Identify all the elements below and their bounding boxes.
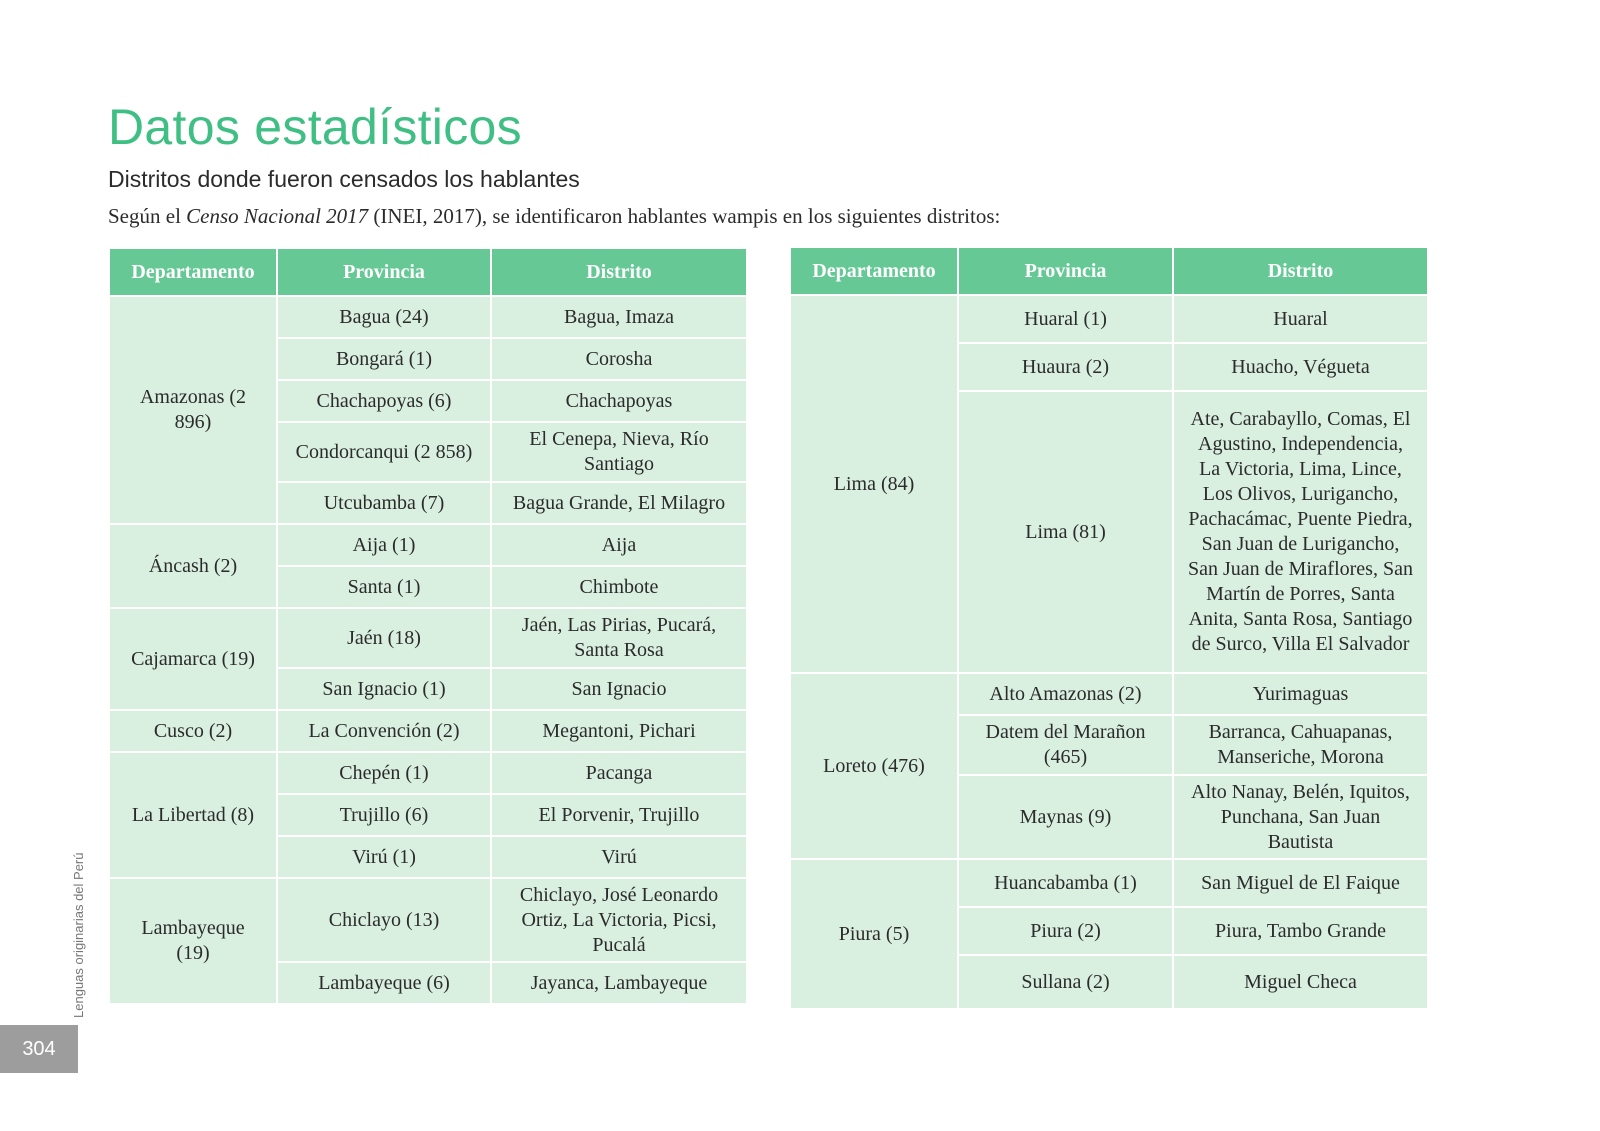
table-row	[110, 297, 746, 337]
departamento-cell: Amazonas (2 896)	[110, 297, 276, 523]
table-header-row	[110, 249, 746, 295]
distrito-cell: Bagua, Imaza	[492, 297, 746, 337]
section-subtitle: Distritos donde fueron censados los hablantes	[108, 166, 580, 192]
intro-source-title: Censo Nacional 2017	[186, 204, 369, 228]
departamento-cell: Lambayeque (19)	[110, 879, 276, 1003]
table-row	[110, 711, 746, 751]
provincia-cell: Chiclayo (13)	[278, 879, 490, 961]
distrito-cell: Chimbote	[492, 567, 746, 607]
page-number: 304	[0, 1025, 78, 1073]
book-title-side-label: Lenguas originarias del Perú	[71, 852, 86, 1018]
distrito-cell: Huaral	[1174, 296, 1427, 342]
provincia-cell: Alto Amazonas (2)	[959, 674, 1172, 714]
table-row	[791, 296, 1427, 342]
header-departamento: Departamento	[110, 249, 276, 295]
provincia-cell: La Convención (2)	[278, 711, 490, 751]
distrito-cell: Virú	[492, 837, 746, 877]
table-row	[110, 525, 746, 565]
provincia-cell: Virú (1)	[278, 837, 490, 877]
distrito-cell: Megantoni, Pichari	[492, 711, 746, 751]
distrito-cell: Aija	[492, 525, 746, 565]
table-row	[791, 674, 1427, 714]
departamento-cell: Cajamarca (19)	[110, 609, 276, 709]
table-header-row	[791, 248, 1427, 294]
distrito-cell: Ate, Carabayllo, Comas, El Agustino, Independencia, La Victoria, Lima, Lince, Los Olivos, Lurigancho, Pachacámac, Puente Piedra, San Juan de Lurigancho, San Juan de Miraflores, San Martín de Porres, Santa Anita, Santa Rosa, Santiago de Surco, Villa El Salvador	[1174, 392, 1427, 672]
departamento-cell: Áncash (2)	[110, 525, 276, 607]
distrito-cell: Yurimaguas	[1174, 674, 1427, 714]
distrito-cell: Huacho, Végueta	[1174, 344, 1427, 390]
distrito-cell: El Porvenir, Trujillo	[492, 795, 746, 835]
left-census-table	[108, 247, 748, 1005]
provincia-cell: Santa (1)	[278, 567, 490, 607]
provincia-cell: Huaral (1)	[959, 296, 1172, 342]
provincia-cell: Lambayeque (6)	[278, 963, 490, 1003]
departamento-cell: Lima (84)	[791, 296, 957, 672]
header-distrito: Distrito	[492, 249, 746, 295]
departamento-cell: La Libertad (8)	[110, 753, 276, 877]
table-row	[791, 860, 1427, 906]
distrito-cell: San Miguel de El Faique	[1174, 860, 1427, 906]
provincia-cell: Datem del Marañon (465)	[959, 716, 1172, 774]
distrito-cell: Piura, Tambo Grande	[1174, 908, 1427, 954]
provincia-cell: Sullana (2)	[959, 956, 1172, 1008]
distrito-cell: Bagua Grande, El Milagro	[492, 483, 746, 523]
distrito-cell: Corosha	[492, 339, 746, 379]
header-provincia: Provincia	[959, 248, 1172, 294]
page-title: Datos estadísticos	[108, 99, 522, 155]
intro-text-before: Según el	[108, 204, 187, 228]
table-row	[110, 753, 746, 793]
provincia-cell: Piura (2)	[959, 908, 1172, 954]
header-distrito: Distrito	[1174, 248, 1427, 294]
table-row	[110, 879, 746, 961]
intro-paragraph	[108, 204, 1000, 229]
provincia-cell: Jaén (18)	[278, 609, 490, 667]
provincia-cell: San Ignacio (1)	[278, 669, 490, 709]
provincia-cell: Bagua (24)	[278, 297, 490, 337]
departamento-cell: Loreto (476)	[791, 674, 957, 858]
right-census-table	[789, 246, 1429, 1010]
distrito-cell: Chiclayo, José Leonardo Ortiz, La Victoria, Picsi, Pucalá	[492, 879, 746, 961]
provincia-cell: Bongará (1)	[278, 339, 490, 379]
departamento-cell: Piura (5)	[791, 860, 957, 1008]
right-table-body	[791, 296, 1427, 1008]
provincia-cell: Chepén (1)	[278, 753, 490, 793]
provincia-cell: Aija (1)	[278, 525, 490, 565]
provincia-cell: Condorcanqui (2 858)	[278, 423, 490, 481]
distrito-cell: Miguel Checa	[1174, 956, 1427, 1008]
distrito-cell: Jayanca, Lambayeque	[492, 963, 746, 1003]
departamento-cell: Cusco (2)	[110, 711, 276, 751]
provincia-cell: Huancabamba (1)	[959, 860, 1172, 906]
provincia-cell: Trujillo (6)	[278, 795, 490, 835]
provincia-cell: Utcubamba (7)	[278, 483, 490, 523]
table-row	[110, 609, 746, 667]
distrito-cell: Pacanga	[492, 753, 746, 793]
distrito-cell: Barranca, Cahuapanas, Manseriche, Morona	[1174, 716, 1427, 774]
provincia-cell: Maynas (9)	[959, 776, 1172, 858]
provincia-cell: Huaura (2)	[959, 344, 1172, 390]
distrito-cell: Jaén, Las Pirias, Pucará, Santa Rosa	[492, 609, 746, 667]
header-provincia: Provincia	[278, 249, 490, 295]
header-departamento: Departamento	[791, 248, 957, 294]
distrito-cell: El Cenepa, Nieva, Río Santiago	[492, 423, 746, 481]
left-table-body	[110, 297, 746, 1003]
provincia-cell: Lima (81)	[959, 392, 1172, 672]
intro-text-after: (INEI, 2017), se identificaron hablantes wampis en los siguientes distritos:	[368, 204, 1001, 228]
provincia-cell: Chachapoyas (6)	[278, 381, 490, 421]
distrito-cell: San Ignacio	[492, 669, 746, 709]
distrito-cell: Chachapoyas	[492, 381, 746, 421]
distrito-cell: Alto Nanay, Belén, Iquitos, Punchana, San Juan Bautista	[1174, 776, 1427, 858]
